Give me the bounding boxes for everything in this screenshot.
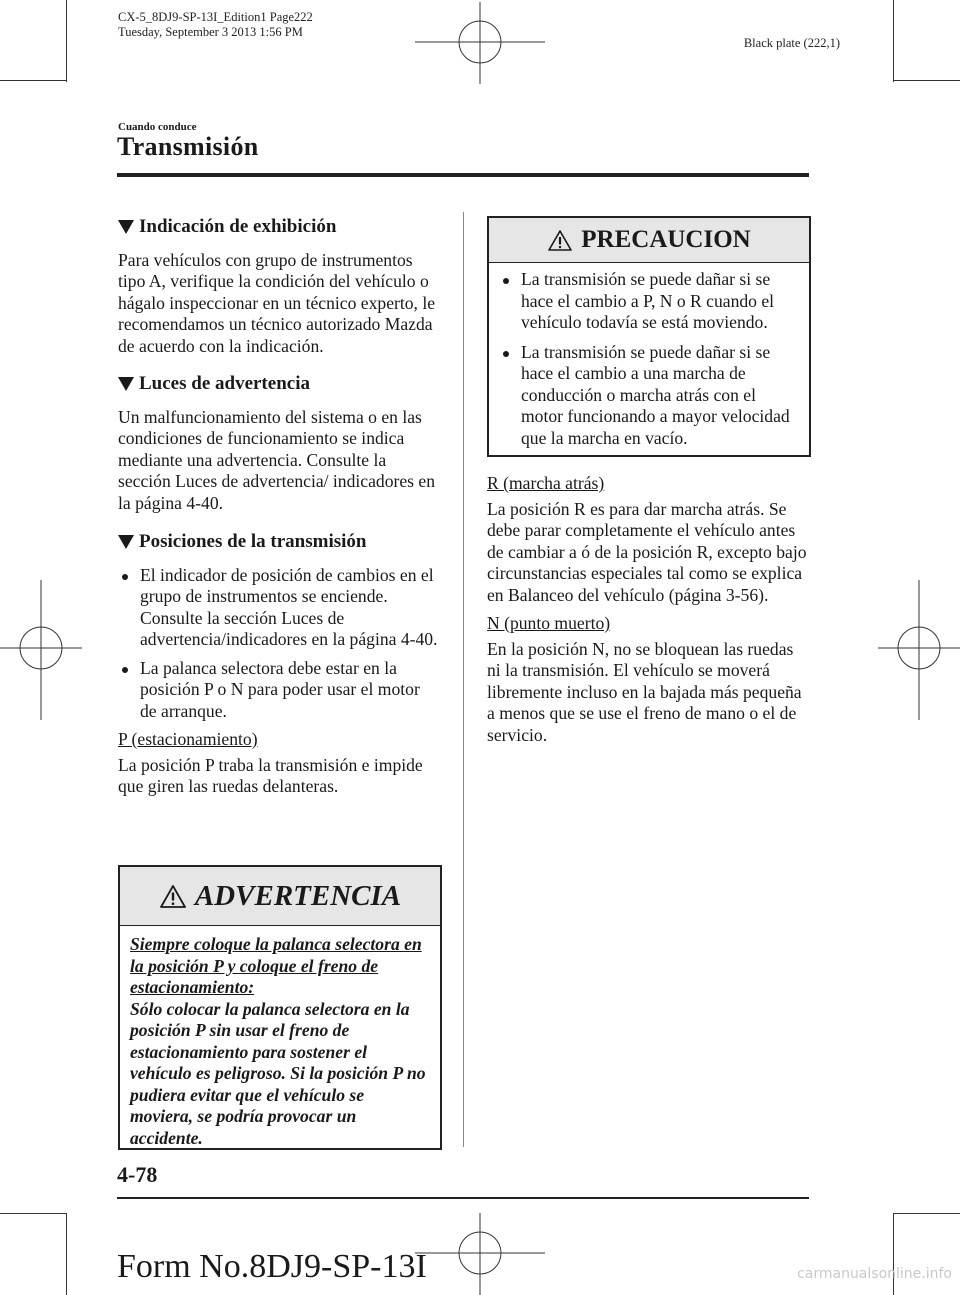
subsection-title-positions: Posiciones de la transmisión bbox=[139, 531, 367, 552]
registration-mark-top bbox=[415, 2, 545, 84]
caution-triangle-icon bbox=[547, 229, 573, 252]
crop-mark bbox=[893, 1213, 960, 1214]
column-divider bbox=[463, 212, 464, 1147]
crop-mark bbox=[893, 0, 894, 82]
print-meta bbox=[118, 10, 313, 40]
list-item-text: La palanca selectora debe estar en la posición P o N para poder usar el motor de arranque. bbox=[140, 657, 420, 721]
registration-mark-left bbox=[0, 580, 82, 720]
crop-mark bbox=[0, 1213, 66, 1214]
bullet-dot-icon bbox=[503, 351, 509, 357]
crop-mark bbox=[66, 0, 67, 82]
form-number: Form No.8DJ9-SP-13I bbox=[117, 1248, 427, 1285]
subsection-heading bbox=[118, 373, 440, 395]
display-paragraph: Para vehículos con grupo de instrumentos tipo A, verifique la condición del vehículo o hágalo inspeccionar en un técnico experto, le recomendamos un técnico autorizado Mazda de acuerdo con la indicación. bbox=[118, 249, 436, 356]
section-label: Cuando conduce bbox=[118, 121, 197, 133]
park-heading: P (estacionamiento) bbox=[118, 729, 258, 749]
caution-title: PRECAUCION bbox=[581, 226, 751, 253]
warning-triangle-icon bbox=[159, 884, 187, 909]
reverse-heading: R (marcha atrás) bbox=[487, 473, 605, 493]
print-meta-file: CX-5_8DJ9-SP-13I_Edition1 Page222 bbox=[118, 10, 313, 24]
warning-box-header bbox=[120, 867, 440, 926]
list-item bbox=[118, 565, 440, 651]
right-column bbox=[487, 473, 811, 753]
neutral-heading: N (punto muerto) bbox=[487, 613, 611, 633]
bullet-dot-icon bbox=[122, 667, 128, 673]
caution-box-body bbox=[489, 263, 809, 459]
warning-lead: Siempre coloque la palanca selectora en la posición P y coloque el freno de estacionamiento: bbox=[130, 934, 422, 997]
triangle-bullet-icon bbox=[118, 377, 134, 391]
list-item bbox=[499, 269, 799, 334]
triangle-bullet-icon bbox=[118, 535, 134, 549]
registration-mark-right bbox=[878, 580, 960, 720]
list-item bbox=[499, 342, 799, 450]
list-item-text: El indicador de posición de cambios en el grupo de instrumentos se enciende. Consulte la sección Luces de advertencia/indicadores en la página 4-40. bbox=[140, 564, 438, 649]
list-item-text: La transmisión se puede dañar si se hace el cambio a P, N o R cuando el vehículo todavía se está moviendo. bbox=[521, 269, 775, 332]
bullet-dot-icon bbox=[503, 278, 509, 284]
page-title: Transmisión bbox=[117, 132, 259, 161]
subsection-title-warning-lights: Luces de advertencia bbox=[139, 373, 310, 394]
warning-lights-paragraph: Un malfuncionamiento del sistema o en las condiciones de funcionamiento se indica mediante una advertencia. Consulte la sección Luces de advertencia/ indicadores en la página 4-40. bbox=[118, 406, 436, 513]
park-paragraph: La posición P traba la transmisión e impide que giren las ruedas delanteras. bbox=[118, 754, 423, 796]
warning-box bbox=[118, 865, 442, 1150]
registration-mark-bottom bbox=[415, 1213, 545, 1295]
neutral-paragraph: En la posición N, no se bloquean las ruedas ni la transmisión. El vehículo se moverá libremente incluso en la bajada más pequeña a menos que se use el freno de mano o el de servicio. bbox=[487, 638, 802, 745]
crop-mark bbox=[66, 1213, 67, 1295]
caution-box-header bbox=[489, 218, 809, 263]
list-item-text: La transmisión se puede dañar si se hace el cambio a una marcha de conducción o marcha atrás con el motor funcionando a mayor velocidad que la marcha en vacío. bbox=[521, 341, 790, 448]
list-item bbox=[118, 658, 440, 723]
crop-mark bbox=[893, 1213, 894, 1295]
bullet-dot-icon bbox=[122, 574, 128, 580]
left-column bbox=[118, 216, 440, 805]
warning-box-body bbox=[120, 926, 440, 1159]
subsection-title-display: Indicación de exhibición bbox=[139, 216, 337, 237]
crop-mark bbox=[893, 80, 960, 81]
reverse-paragraph: La posición R es para dar marcha atrás. Se debe parar completamente el vehículo antes de cambiar a ó de la posición R, excepto bajo circunstancias especiales tal como se explica en Balanceo del vehículo (página 3-56). bbox=[487, 498, 807, 605]
footer-rule bbox=[117, 1197, 809, 1199]
page-number: 4-78 bbox=[117, 1162, 158, 1187]
caution-list bbox=[499, 269, 799, 449]
positions-list bbox=[118, 565, 440, 723]
triangle-bullet-icon bbox=[118, 220, 134, 234]
print-meta-date: Tuesday, September 3 2013 1:56 PM bbox=[118, 25, 303, 39]
title-rule bbox=[117, 173, 809, 177]
plate-label: Black plate (222,1) bbox=[743, 36, 840, 50]
subsection-heading bbox=[118, 216, 440, 238]
watermark: carmanualsonline.info bbox=[797, 1266, 952, 1282]
warning-text: Sólo colocar la palanca selectora en la posición P sin usar el freno de estacionamiento para sostener el vehículo es peligroso. Si la posición P no pudiera evitar que el vehículo se moviera, se podría provocar un accidente. bbox=[130, 998, 426, 1148]
subsection-heading bbox=[118, 531, 440, 553]
caution-box bbox=[487, 216, 811, 457]
warning-title: ADVERTENCIA bbox=[194, 879, 402, 912]
crop-mark bbox=[0, 80, 66, 81]
